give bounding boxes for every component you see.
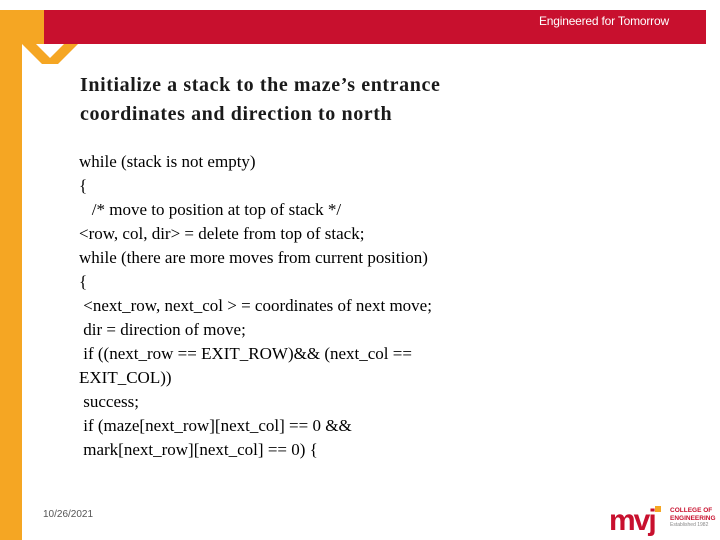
code-line: while (stack is not empty) [79, 152, 256, 171]
code-line: { [79, 176, 88, 195]
code-line: mark[next_row][next_col] == 0) { [79, 440, 318, 459]
pseudocode-block [79, 150, 679, 462]
logo-mark-text: mvj [609, 504, 655, 537]
title-line: Initialize a stack to the maze’s entrance [80, 74, 441, 96]
title-line: coordinates and direction to north [80, 103, 393, 125]
code-line: if ((next_row == EXIT_ROW)&& (next_col == [79, 344, 412, 363]
code-line: { [79, 272, 88, 291]
corner-accent [0, 10, 44, 540]
slide-title [80, 71, 680, 129]
logo-line: ENGINEERING [670, 514, 716, 522]
header-tagline: Engineered for Tomorrow [539, 14, 669, 28]
logo-wordmark [670, 507, 716, 530]
code-line: <next_row, next_col > = coordinates of next move; [79, 296, 432, 315]
code-line: while (there are more moves from current position) [79, 248, 428, 267]
code-line: dir = direction of move; [79, 320, 246, 339]
college-logo [608, 503, 720, 540]
code-line: EXIT_COL)) [79, 368, 172, 387]
slide-date: 10/26/2021 [43, 509, 94, 520]
code-line: /* move to position at top of stack */ [79, 200, 342, 219]
code-line: if (maze[next_row][next_col] == 0 && [79, 416, 352, 435]
logo-line: Established 1982 [670, 522, 709, 528]
mvj-logo-mark [608, 503, 668, 537]
code-line: success; [79, 392, 139, 411]
logo-line: COLLEGE OF [670, 507, 713, 514]
code-line: <row, col, dir> = delete from top of stack; [79, 224, 365, 243]
